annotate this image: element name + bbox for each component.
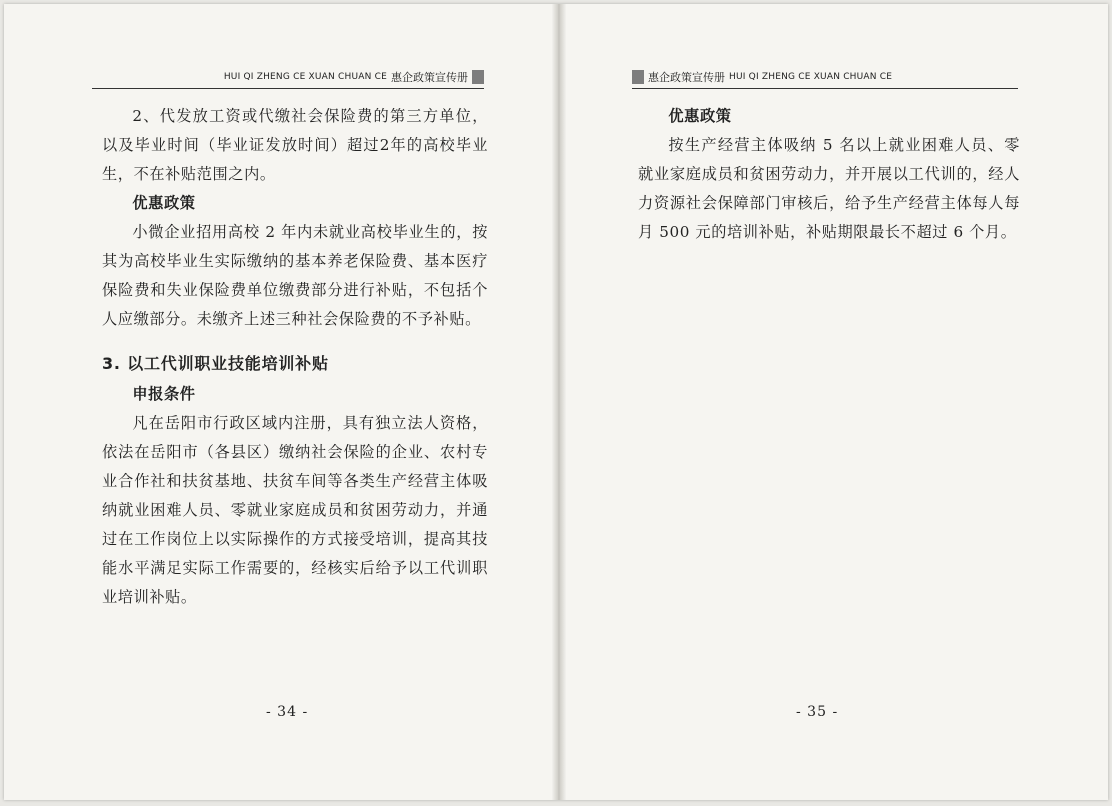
header-block-icon [472, 70, 484, 84]
header-title: 惠企政策宣传册 [391, 71, 468, 84]
paragraph: 按生产经营主体吸纳 5 名以上就业困难人员、零就业家庭成员和贫困劳动力，并开展以工代训的，经人力资源社会保障部门审核后，给予生产经营主体每人每月 500 元的培训补贴，补贴期限最长不超过 6 个月。 [638, 136, 1020, 241]
paragraph: 2、代发放工资或代缴社会保险费的第三方单位，以及毕业时间（毕业证发放时间）超过2年的高校毕业生，不在补贴范围之内。 [102, 107, 488, 183]
running-header [92, 66, 484, 89]
paragraph: 小微企业招用高校 2 年内未就业高校毕业生的，按其为高校毕业生实际缴纳的基本养老保险费、基本医疗保险费和失业保险费单位缴费部分进行补贴，不包括个人应缴部分。未缴齐上述三种社会保险费的不予补贴。 [102, 223, 488, 328]
paragraph: 凡在岳阳市行政区域内注册，具有独立法人资格，依法在岳阳市（各县区）缴纳社会保险的企业、农村专业合作社和扶贫基地、扶贫车间等各类生产经营主体吸纳就业困难人员、零就业家庭成员和贫困劳动力，并通过在工作岗位上以实际操作的方式接受培训，提高其技能水平满足实际工作需要的，经核实后给予以工代训职业培训补贴。 [102, 414, 488, 606]
header-block-icon [632, 70, 644, 84]
right-page [566, 4, 1108, 800]
header-title: 惠企政策宣传册 [648, 71, 725, 84]
page-content [102, 102, 488, 612]
section-heading: 3. 以工代训职业技能培训补贴 [102, 354, 329, 373]
header-pinyin: HUI QI ZHENG CE XUAN CHUAN CE [223, 72, 387, 82]
running-header [632, 66, 1018, 89]
subheading: 优惠政策 [132, 194, 196, 212]
left-page [4, 4, 552, 800]
page-content [638, 102, 1020, 247]
book-gutter [552, 4, 566, 800]
header-pinyin: HUI QI ZHENG CE XUAN CHUAN CE [729, 72, 893, 82]
page-number: - 34 - [266, 704, 309, 720]
page-number: - 35 - [796, 704, 839, 720]
book-spread [4, 4, 1108, 800]
subheading: 申报条件 [132, 385, 196, 403]
subheading: 优惠政策 [668, 107, 732, 125]
